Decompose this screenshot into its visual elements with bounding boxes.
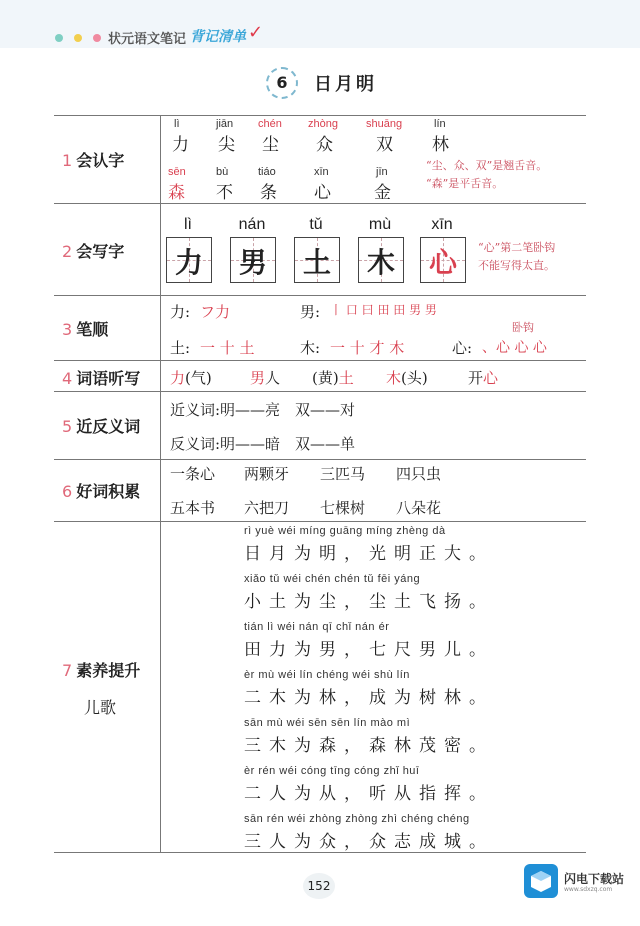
verse-pinyin: èr mù wéi lín chéng wéi shù lín xyxy=(244,669,410,681)
synonym-line: 近义词:明——亮 双——对 xyxy=(170,401,356,419)
watermark-cube-icon xyxy=(524,864,558,898)
dot-pink xyxy=(93,34,101,42)
writing-box: 木 xyxy=(358,237,404,283)
pinyin: mù xyxy=(368,216,392,233)
char: 力 xyxy=(172,135,189,155)
page-number: 152 xyxy=(303,873,335,899)
stroke-seq-xin: 、心 心 心 xyxy=(482,340,547,356)
pinyin: chén xyxy=(258,118,282,130)
dictation-item: 开心 xyxy=(468,369,499,387)
stroke-char-tu: 土: xyxy=(170,339,191,357)
writing-box: 力 xyxy=(166,237,212,283)
verse-line: 三木为森，森林茂密。 xyxy=(244,736,494,756)
pinyin: tiáo xyxy=(258,166,276,178)
char: 林 xyxy=(432,135,449,155)
pinyin: lì xyxy=(184,216,192,233)
stroke-seq-tu: 一 十 土 xyxy=(200,339,255,357)
note-stroke: “心”第二笔卧钩 xyxy=(478,241,556,254)
brand-subtitle: 背记清单 xyxy=(190,29,246,45)
word: 一条心 xyxy=(170,465,216,483)
stroke-char-li: 力: xyxy=(170,303,191,321)
row-label-write: 2 会写字 xyxy=(62,242,125,261)
lesson-number: 6 xyxy=(266,67,298,99)
char: 金 xyxy=(374,183,391,203)
verse-pinyin: rì yuè wéi míng guāng míng zhèng dà xyxy=(244,525,446,537)
writing-box: 土 xyxy=(294,237,340,283)
brand-name: 状元语文笔记 xyxy=(108,32,187,47)
verse-pinyin: sān mù wéi sēn sēn lín mào mì xyxy=(244,717,411,729)
pinyin: nán xyxy=(238,216,266,233)
row-label-synonyms: 5 近反义词 xyxy=(62,417,141,436)
word: 三匹马 xyxy=(320,465,366,483)
dictation-item: 男人 xyxy=(250,369,281,387)
dictation-item: (黄)土 xyxy=(312,369,354,387)
note-retroflex: “尘、众、双”是翘舌音。 xyxy=(426,159,548,172)
note-flat: “森”是平舌音。 xyxy=(426,177,504,190)
watermark-url: www.sdxzq.com xyxy=(564,886,613,893)
stroke-seq-li: フ力 xyxy=(200,303,231,321)
watermark xyxy=(524,862,634,902)
char: 双 xyxy=(376,135,393,155)
verse-pinyin: xiǎo tǔ wéi chén chén tǔ fēi yáng xyxy=(244,573,421,585)
pinyin: lín xyxy=(434,118,446,130)
pinyin: jiān xyxy=(216,118,234,130)
row-label-recognize: 1 会认字 xyxy=(62,151,125,170)
verse-pinyin: èr rén wéi cóng tīng cóng zhǐ huī xyxy=(244,765,420,777)
stroke-seq-nan: 丨 口 曰 田 田 男 男 xyxy=(330,303,437,317)
word: 七棵树 xyxy=(320,499,366,517)
pinyin: zhòng xyxy=(308,118,338,130)
row-label-dictation: 4 词语听写 xyxy=(62,369,141,388)
writing-box: 心 xyxy=(420,237,466,283)
verse-pinyin: tián lì wéi nán qī chǐ nán ér xyxy=(244,621,390,633)
pinyin: xīn xyxy=(314,166,329,178)
row-label-literacy: 7 素养提升 xyxy=(62,661,141,680)
dot-yellow xyxy=(74,34,82,42)
char: 心 xyxy=(314,183,331,203)
top-banner xyxy=(0,0,640,48)
stroke-char-xin: 心: xyxy=(452,339,473,357)
char: 尖 xyxy=(218,135,235,155)
word: 两颗牙 xyxy=(244,465,290,483)
stroke-char-mu: 木: xyxy=(300,339,321,357)
verse-pinyin: sān rén wéi zhòng zhòng zhì chéng chéng xyxy=(244,813,470,825)
pinyin: sēn xyxy=(168,166,186,178)
pinyin: bù xyxy=(216,166,229,178)
verse-line: 二木为林，成为树林。 xyxy=(244,688,494,708)
dictation-item: 木(头) xyxy=(386,369,428,387)
watermark-name: 闪电下载站 xyxy=(564,872,625,886)
antonym-line: 反义词:明——暗 双——单 xyxy=(170,435,356,453)
stroke-seq-mu: 一 十 才 木 xyxy=(330,339,405,357)
dictation-item: 力(气) xyxy=(170,369,212,387)
pinyin: tǔ xyxy=(309,216,323,233)
row-label-words: 6 好词积累 xyxy=(62,482,141,501)
verse-line: 小土为尘，尘土飞扬。 xyxy=(244,592,494,612)
verse-line: 三人为众，众志成城。 xyxy=(244,832,494,852)
writing-box: 男 xyxy=(230,237,276,283)
note-wogou: 卧钩 xyxy=(512,321,534,334)
verse-line: 日月为明，光明正大。 xyxy=(244,544,494,564)
row-label-stroke: 3 笔顺 xyxy=(62,320,109,339)
check-icon: ✓ xyxy=(248,22,264,43)
word: 六把刀 xyxy=(244,499,290,517)
pinyin: xīn xyxy=(431,216,453,233)
char: 众 xyxy=(316,135,333,155)
pinyin: lì xyxy=(174,118,180,130)
pinyin: jīn xyxy=(376,166,388,178)
lesson-title: 日月明 xyxy=(314,74,377,95)
char: 条 xyxy=(260,183,277,203)
stroke-char-nan: 男: xyxy=(300,303,321,321)
word: 五本书 xyxy=(170,499,216,517)
char: 尘 xyxy=(262,135,279,155)
char: 森 xyxy=(168,183,185,203)
word: 四只虫 xyxy=(396,465,442,483)
pinyin: shuāng xyxy=(366,118,403,130)
char: 不 xyxy=(216,183,233,203)
row-sublabel-song: 儿歌 xyxy=(84,698,117,717)
verse-line: 二人为从，听从指挥。 xyxy=(244,784,494,804)
note-stroke-2: 不能写得太直。 xyxy=(478,259,555,272)
dot-teal xyxy=(55,34,63,42)
verse-line: 田力为男，七尺男儿。 xyxy=(244,640,494,660)
word: 八朵花 xyxy=(396,499,442,517)
